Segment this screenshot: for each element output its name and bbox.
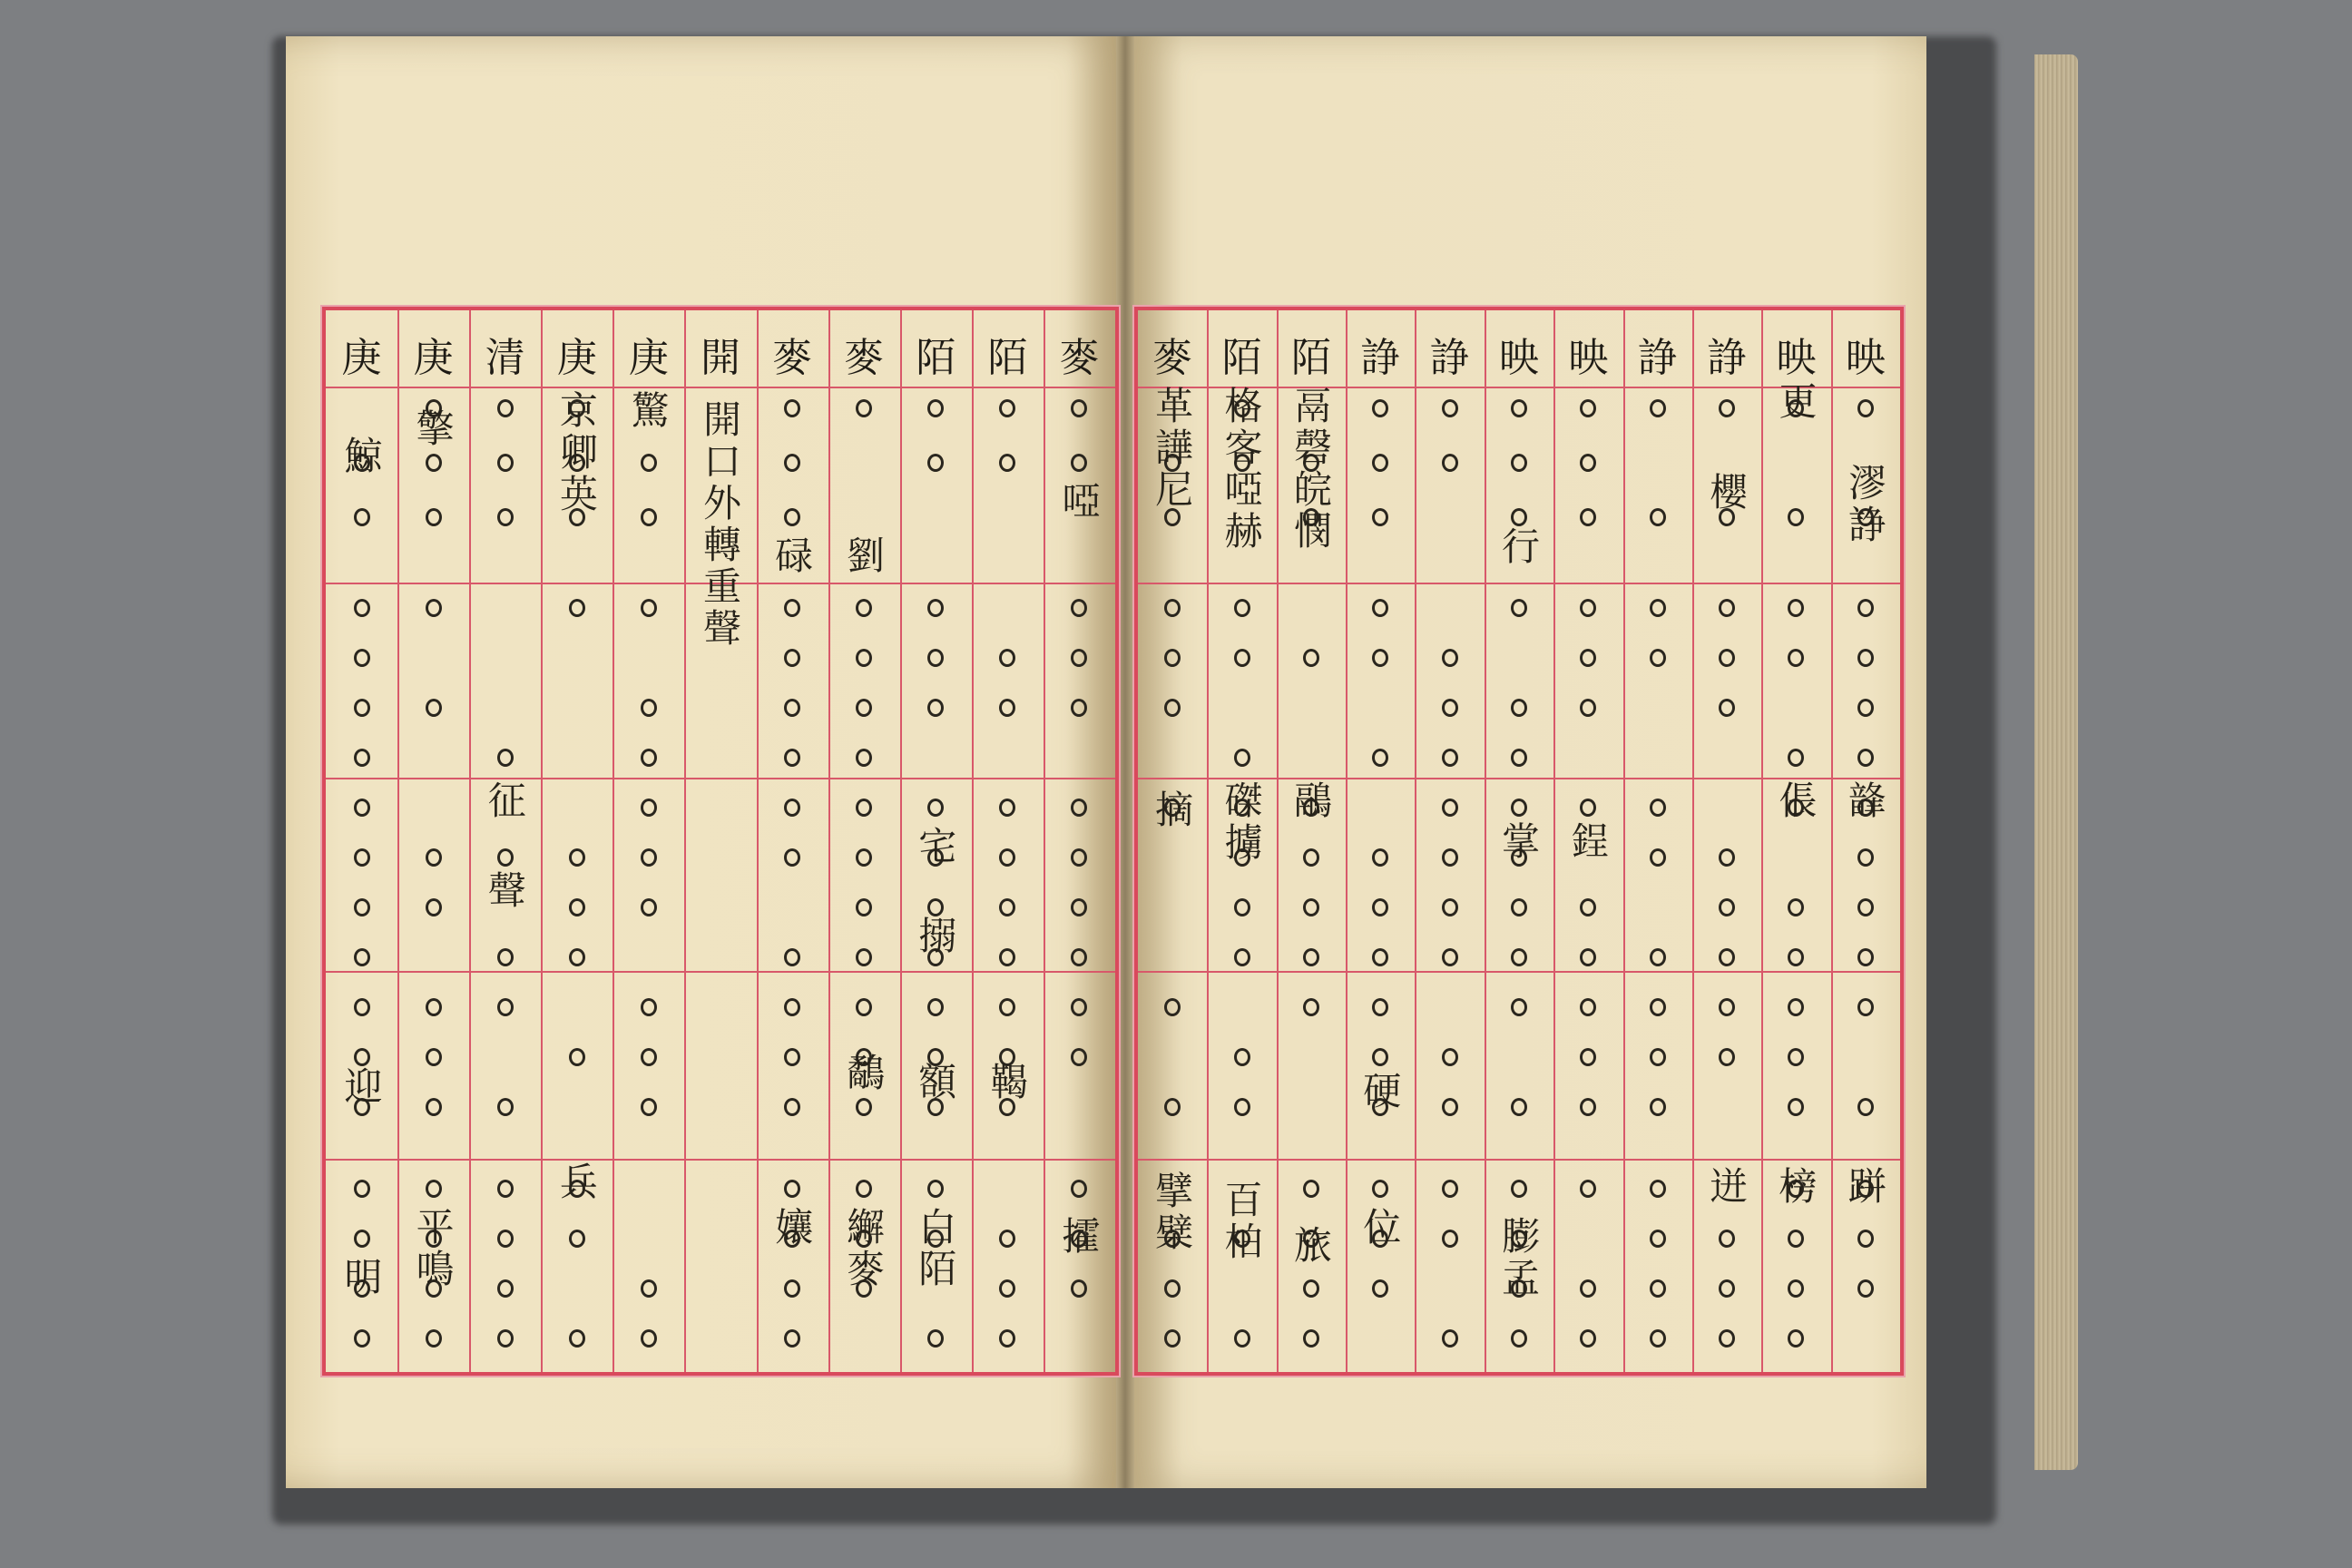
- blank-circle: [1303, 1180, 1319, 1198]
- column-header: 麥: [772, 335, 813, 381]
- glyph-text: 跰: [1842, 1166, 1887, 1208]
- blank-circle: [1719, 399, 1735, 417]
- column-header: 庚: [413, 335, 454, 381]
- glyph-text: 鷸: [841, 1053, 887, 1094]
- glyph-text: 位: [1357, 1207, 1403, 1249]
- column-rule: [541, 310, 543, 1372]
- blank-circle: [1857, 699, 1874, 717]
- glyph-text: 櫻: [1704, 472, 1749, 514]
- glyph-text: 劉: [841, 535, 887, 577]
- glyph-text: 開口外轉重聲: [698, 399, 742, 650]
- blank-circle: [1511, 898, 1527, 916]
- blank-circle: [784, 1098, 800, 1116]
- blank-circle: [497, 1279, 514, 1298]
- blank-circle: [426, 699, 442, 717]
- blank-circle: [569, 1329, 585, 1348]
- blank-circle: [784, 699, 800, 717]
- column-header: 麥: [1152, 335, 1193, 381]
- blank-circle: [1442, 649, 1458, 667]
- blank-circle: [1650, 1098, 1666, 1116]
- blank-circle: [1234, 649, 1250, 667]
- blank-circle: [1719, 599, 1735, 617]
- blank-circle: [1719, 848, 1735, 867]
- blank-circle: [426, 454, 442, 472]
- glyph-text: 京卿英: [554, 390, 599, 515]
- blank-circle: [784, 649, 800, 667]
- blank-circle: [1650, 799, 1666, 817]
- blank-circle: [569, 1048, 585, 1066]
- column-rule: [1623, 310, 1625, 1372]
- blank-circle: [1303, 848, 1319, 867]
- column-header: 陌: [987, 335, 1028, 381]
- column-rule: [1346, 310, 1348, 1372]
- blank-circle: [1719, 699, 1735, 717]
- glyph-text: 行: [1496, 526, 1541, 568]
- blank-circle: [354, 1329, 370, 1348]
- blank-circle: [1857, 898, 1874, 916]
- blank-circle: [1511, 799, 1527, 817]
- blank-circle: [497, 454, 514, 472]
- glyph-text: 硬: [1357, 1071, 1403, 1112]
- blank-circle: [1511, 454, 1527, 472]
- blank-circle: [1303, 1329, 1319, 1348]
- glyph-text: 孃: [769, 1207, 815, 1249]
- blank-circle: [1650, 1048, 1666, 1066]
- blank-circle: [1857, 399, 1874, 417]
- column-header: 庚: [628, 335, 669, 381]
- glyph-text: 額: [913, 1062, 958, 1103]
- blank-circle: [1857, 948, 1874, 966]
- blank-circle: [784, 799, 800, 817]
- blank-circle: [784, 454, 800, 472]
- blank-circle: [1857, 1230, 1874, 1248]
- blank-circle: [1857, 1098, 1874, 1116]
- blank-circle: [354, 508, 370, 526]
- blank-circle: [1303, 1279, 1319, 1298]
- blank-circle: [426, 1098, 442, 1116]
- blank-circle: [569, 848, 585, 867]
- blank-circle: [426, 1048, 442, 1066]
- row-rule: [326, 1159, 1115, 1161]
- header-rule: [326, 387, 1115, 388]
- column-header: 諍: [1360, 335, 1401, 381]
- glyph-text: 膨孟: [1496, 1216, 1541, 1299]
- blank-circle: [497, 399, 514, 417]
- row-rule: [326, 778, 1115, 779]
- blank-circle: [1719, 998, 1735, 1016]
- page-block-edge: [2034, 54, 2078, 1470]
- glyph-text: 百柏: [1219, 1180, 1264, 1263]
- blank-circle: [641, 1279, 657, 1298]
- blank-circle: [1234, 948, 1250, 966]
- blank-circle: [354, 649, 370, 667]
- glyph-text: 革譁尼: [1150, 386, 1195, 511]
- glyph-text: 更: [1773, 381, 1818, 423]
- column-rule: [612, 310, 614, 1372]
- blank-circle: [1511, 1098, 1527, 1116]
- blank-circle: [426, 898, 442, 916]
- blank-circle: [497, 508, 514, 526]
- blank-circle: [1719, 948, 1735, 966]
- row-rule: [1138, 971, 1900, 973]
- glyph-text: 格客啞赫: [1219, 386, 1264, 553]
- glyph-text: 明: [338, 1257, 384, 1298]
- blank-circle: [354, 948, 370, 966]
- glyph-text: 鯨: [338, 436, 384, 477]
- row-rule: [1138, 778, 1900, 779]
- glyph-text: 兵: [554, 1161, 599, 1203]
- blank-circle: [1442, 848, 1458, 867]
- blank-circle: [1442, 948, 1458, 966]
- column-rule: [1277, 310, 1279, 1372]
- column-header: 諍: [1637, 335, 1678, 381]
- column-header: 開: [701, 335, 740, 381]
- column-header: 陌: [916, 335, 956, 381]
- blank-circle: [1650, 1329, 1666, 1348]
- blank-circle: [1857, 998, 1874, 1016]
- column-header: 諍: [1707, 335, 1748, 381]
- blank-circle: [1303, 649, 1319, 667]
- glyph-text: 漻諍: [1842, 463, 1887, 546]
- blank-circle: [1650, 399, 1666, 417]
- blank-circle: [1511, 1180, 1527, 1198]
- glyph-text: 韸: [1842, 780, 1887, 822]
- glyph-text: 榜: [1773, 1166, 1818, 1208]
- blank-circle: [497, 1180, 514, 1198]
- column-rule: [1415, 310, 1416, 1372]
- blank-circle: [1857, 848, 1874, 867]
- blank-circle: [641, 799, 657, 817]
- blank-circle: [641, 508, 657, 526]
- blank-circle: [426, 1329, 442, 1348]
- blank-circle: [1511, 749, 1527, 767]
- blank-circle: [784, 1180, 800, 1198]
- blank-circle: [641, 848, 657, 867]
- blank-circle: [641, 898, 657, 916]
- blank-circle: [784, 1279, 800, 1298]
- column-rule: [1831, 310, 1833, 1372]
- blank-circle: [1234, 1329, 1250, 1348]
- column-header: 諍: [1429, 335, 1470, 381]
- blank-circle: [1719, 1230, 1735, 1248]
- glyph-text: 擘檗: [1150, 1171, 1195, 1254]
- glyph-text: 鞨: [985, 1062, 1030, 1103]
- blank-circle: [784, 1048, 800, 1066]
- glyph-text: 白陌: [913, 1207, 958, 1290]
- blank-circle: [354, 1048, 370, 1066]
- blank-circle: [1857, 599, 1874, 617]
- blank-circle: [1442, 699, 1458, 717]
- blank-circle: [569, 1230, 585, 1248]
- blank-circle: [1650, 998, 1666, 1016]
- blank-circle: [354, 749, 370, 767]
- column-rule: [1553, 310, 1555, 1372]
- blank-circle: [641, 1098, 657, 1116]
- blank-circle: [354, 1230, 370, 1248]
- blank-circle: [354, 599, 370, 617]
- blank-circle: [1857, 649, 1874, 667]
- blank-circle: [1442, 454, 1458, 472]
- glyph-text: 迎: [338, 1066, 384, 1108]
- column-rule: [1044, 310, 1045, 1372]
- column-rule: [900, 310, 902, 1372]
- blank-circle: [1234, 1098, 1250, 1116]
- blank-circle: [1857, 749, 1874, 767]
- blank-circle: [1303, 998, 1319, 1016]
- blank-circle: [1303, 898, 1319, 916]
- column-header: 清: [485, 335, 525, 381]
- column-header: 陌: [1221, 335, 1262, 381]
- glyph-text: 鋥: [1565, 821, 1611, 863]
- blank-circle: [1511, 399, 1527, 417]
- column-header: 麥: [844, 335, 885, 381]
- column-header: 庚: [341, 335, 382, 381]
- glyph-text: 磔擄: [1219, 780, 1264, 864]
- glyph-text: 驚: [625, 390, 671, 432]
- row-rule: [1138, 583, 1900, 584]
- blank-circle: [1442, 1048, 1458, 1066]
- glyph-text: 鷊: [1288, 780, 1333, 822]
- blank-circle: [1511, 699, 1527, 717]
- blank-circle: [1650, 1279, 1666, 1298]
- blank-circle: [354, 799, 370, 817]
- blank-circle: [426, 599, 442, 617]
- blank-circle: [497, 749, 514, 767]
- blank-circle: [1511, 508, 1527, 526]
- glyph-text: 擎: [410, 408, 456, 450]
- blank-circle: [497, 998, 514, 1016]
- column-header: 麥: [1059, 335, 1100, 381]
- blank-circle: [1650, 508, 1666, 526]
- column-rule: [684, 310, 686, 1372]
- glyph-text: 繲麥: [841, 1207, 887, 1290]
- column-header: 映: [1845, 335, 1886, 381]
- blank-circle: [641, 1048, 657, 1066]
- blank-circle: [1442, 1180, 1458, 1198]
- blank-circle: [1442, 749, 1458, 767]
- blank-circle: [1511, 1329, 1527, 1348]
- column-rule: [1761, 310, 1763, 1372]
- blank-circle: [1719, 649, 1735, 667]
- blank-circle: [641, 749, 657, 767]
- blank-circle: [641, 699, 657, 717]
- glyph-text: 宅 搦: [913, 826, 958, 957]
- blank-circle: [784, 1329, 800, 1348]
- column-rule: [1207, 310, 1209, 1372]
- blank-circle: [569, 599, 585, 617]
- blank-circle: [426, 1180, 442, 1198]
- column-rule: [469, 310, 471, 1372]
- blank-circle: [784, 848, 800, 867]
- glyph-text: 攉: [1056, 1216, 1102, 1258]
- column-rule: [828, 310, 830, 1372]
- blank-circle: [1719, 1048, 1735, 1066]
- column-header: 映: [1499, 335, 1539, 381]
- blank-circle: [354, 1180, 370, 1198]
- blank-circle: [1650, 649, 1666, 667]
- glyph-text: 平鳴: [410, 1207, 456, 1290]
- blank-circle: [569, 898, 585, 916]
- glyph-text: 征 聲: [482, 780, 527, 912]
- blank-circle: [354, 848, 370, 867]
- blank-circle: [354, 898, 370, 916]
- blank-circle: [1650, 1230, 1666, 1248]
- blank-circle: [1442, 1230, 1458, 1248]
- blank-circle: [1650, 848, 1666, 867]
- blank-circle: [1719, 898, 1735, 916]
- blank-circle: [497, 948, 514, 966]
- blank-circle: [1234, 1048, 1250, 1066]
- glyph-text: 旅: [1288, 1225, 1333, 1267]
- blank-circle: [426, 848, 442, 867]
- blank-circle: [784, 599, 800, 617]
- blank-circle: [1511, 998, 1527, 1016]
- blank-circle: [1442, 1329, 1458, 1348]
- column-header: 映: [1776, 335, 1817, 381]
- glyph-text: 摘: [1150, 789, 1195, 831]
- column-header: 庚: [556, 335, 597, 381]
- row-rule: [326, 971, 1115, 973]
- blank-circle: [641, 454, 657, 472]
- blank-circle: [1442, 1098, 1458, 1116]
- glyph-text: 迸: [1704, 1166, 1749, 1208]
- column-header: 映: [1568, 335, 1609, 381]
- blank-circle: [1650, 599, 1666, 617]
- glyph-text: 倀: [1773, 780, 1818, 822]
- book-gutter: [1116, 36, 1134, 1488]
- blank-circle: [1511, 599, 1527, 617]
- blank-circle: [641, 998, 657, 1016]
- blank-circle: [784, 508, 800, 526]
- blank-circle: [784, 399, 800, 417]
- blank-circle: [784, 749, 800, 767]
- blank-circle: [784, 998, 800, 1016]
- column-rule: [757, 310, 759, 1372]
- blank-circle: [1650, 948, 1666, 966]
- blank-circle: [569, 948, 585, 966]
- blank-circle: [1719, 1329, 1735, 1348]
- blank-circle: [1442, 898, 1458, 916]
- blank-circle: [1303, 948, 1319, 966]
- blank-circle: [641, 1329, 657, 1348]
- blank-circle: [1857, 1279, 1874, 1298]
- blank-circle: [1442, 799, 1458, 817]
- blank-circle: [497, 1329, 514, 1348]
- blank-circle: [497, 1098, 514, 1116]
- blank-circle: [497, 1230, 514, 1248]
- glyph-text: 鬲磬皖憫: [1288, 386, 1333, 553]
- blank-circle: [426, 998, 442, 1016]
- blank-circle: [1650, 1180, 1666, 1198]
- column-rule: [972, 310, 974, 1372]
- blank-circle: [1511, 948, 1527, 966]
- blank-circle: [641, 599, 657, 617]
- blank-circle: [1442, 399, 1458, 417]
- blank-circle: [354, 699, 370, 717]
- blank-circle: [784, 948, 800, 966]
- row-rule: [1138, 1159, 1900, 1161]
- blank-circle: [354, 998, 370, 1016]
- blank-circle: [1719, 1279, 1735, 1298]
- glyph-text: 碌: [769, 535, 815, 577]
- column-rule: [1485, 310, 1486, 1372]
- blank-circle: [1234, 898, 1250, 916]
- column-rule: [397, 310, 399, 1372]
- blank-circle: [426, 508, 442, 526]
- glyph-text: 啞: [1056, 481, 1102, 523]
- blank-circle: [1234, 599, 1250, 617]
- column-header: 陌: [1290, 335, 1331, 381]
- glyph-text: 掌: [1496, 821, 1541, 863]
- column-rule: [1692, 310, 1694, 1372]
- blank-circle: [1234, 749, 1250, 767]
